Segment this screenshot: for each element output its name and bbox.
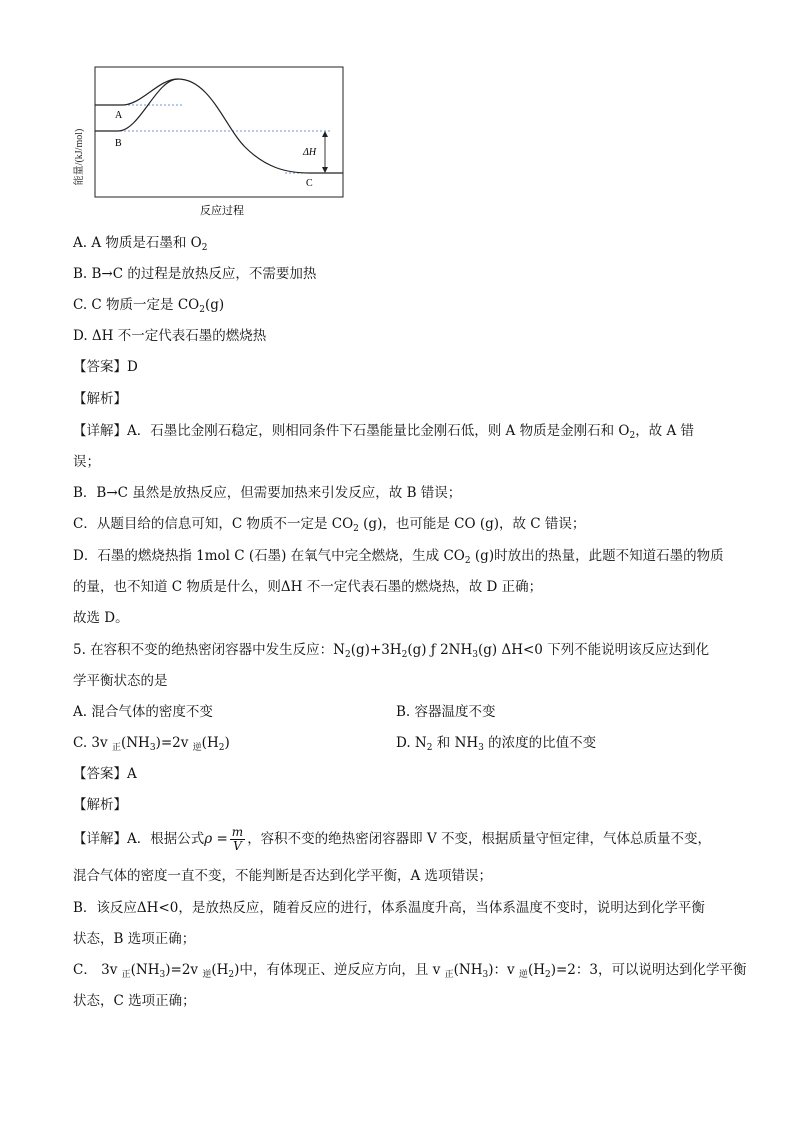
q5-detail-b-line2: 状态，B 选项正确；: [73, 931, 196, 947]
diagram-ylabel: 能量/(kJ/mol): [74, 128, 85, 186]
q4-detail-d-line1: D．石墨的燃烧热指 1mol C (石墨) 在氧气中完全燃烧，生成 $CO_2$ (g)时放出的热量，此题不知道石墨的物质: [73, 548, 724, 566]
q5-detail-c-line1: C． 3v $_正(NH_3)=2v$ $_逆(H_2)$中，有体现正、逆反应方向，且 v $_正(NH_3)$：v $_逆(H_2)=2$：3，可以说明达到化学平衡: [73, 962, 747, 980]
q5-option-c: C. 3v $_正(NH_3)=2v$ $_逆(H_2)$: [73, 735, 230, 753]
q5-stem-line2: 学平衡状态的是: [73, 673, 168, 689]
q5-answer: 【答案】A: [73, 766, 137, 782]
q4-analysis-label: 【解析】: [73, 391, 127, 407]
q5-option-b: B. 容器温度不变: [396, 704, 496, 720]
q4-detail-c: C．从题目给的信息可知，C 物质不一定是 $CO_2$ (g)，也可能是 CO (g)，故 C 错误；: [73, 516, 586, 534]
q4-detail-a-line1: 【详解】A．石墨比金刚石稳定，则相同条件下石墨能量比金刚石低，则 A 物质是金刚石和 $O_2$，故 A 错: [73, 423, 695, 441]
q5-detail-b-line1: B．该反应ΔH<0，是放热反应，随着反应的进行，体系温度升高，当体系温度不变时，说明达到化学平衡: [73, 900, 705, 916]
label-b: B: [115, 138, 122, 149]
label-c: C: [306, 178, 313, 189]
curve-a: [95, 79, 178, 105]
q4-detail-d-line2: 的量，也不知道 C 物质是什么，则ΔH 不一定代表石墨的燃烧热，故 D 正确；: [73, 579, 543, 595]
label-a: A: [115, 110, 123, 121]
q4-detail-b: B．B→C 虽然是放热反应，但需要加热来引发反应，故 B 错误；: [73, 485, 462, 501]
q4-option-a: A. A 物质是石墨和 $O_2$: [73, 235, 208, 253]
q4-detail-a-line2: 误；: [73, 454, 100, 470]
q4-option-b: B. B→C 的过程是放热反应，不需要加热: [73, 266, 317, 282]
q5-stem-line1: 5. 在容积不变的绝热密闭容器中发生反应：$N_2(g)+3H_2(g)$ ƒ $2NH_3(g)$ ΔH<0 下列不能说明该反应达到化: [73, 642, 710, 660]
energy-diagram: [70, 62, 360, 227]
q4-option-c: C. C 物质一定是 $CO_2(g)$: [73, 297, 225, 315]
curve-b: [95, 79, 343, 173]
arrow-up-head: [322, 131, 328, 137]
q5-analysis-label: 【解析】: [73, 797, 127, 813]
q5-detail-a-line2: 混合气体的密度一直不变，不能判断是否达到化学平衡，A 选项错误；: [73, 868, 493, 884]
arrow-down-head: [322, 167, 328, 173]
q4-option-d: D. ΔH 不一定代表石墨的燃烧热: [73, 328, 267, 344]
q5-detail-a-line1: 【详解】A．根据公式ρ = $\frac{m}{V}$ ，容积不变的绝热密闭容器即 V 不变，根据质量守恒定律，气体总质量不变，: [73, 825, 712, 853]
diagram-xlabel: 反应过程: [200, 205, 244, 217]
q4-choose: 故选 D。: [73, 610, 129, 626]
q5-option-d: D. $N_2$ 和 $NH_3$ 的浓度的比值不变: [396, 735, 597, 753]
label-delta-h: ΔH: [303, 147, 317, 158]
q4-answer: 【答案】D: [73, 359, 138, 375]
q5-option-a: A. 混合气体的密度不变: [73, 704, 213, 720]
q5-detail-c-line2: 状态，C 选项正确；: [73, 993, 196, 1009]
density-fraction: $\frac{m}{V}$: [231, 825, 244, 853]
